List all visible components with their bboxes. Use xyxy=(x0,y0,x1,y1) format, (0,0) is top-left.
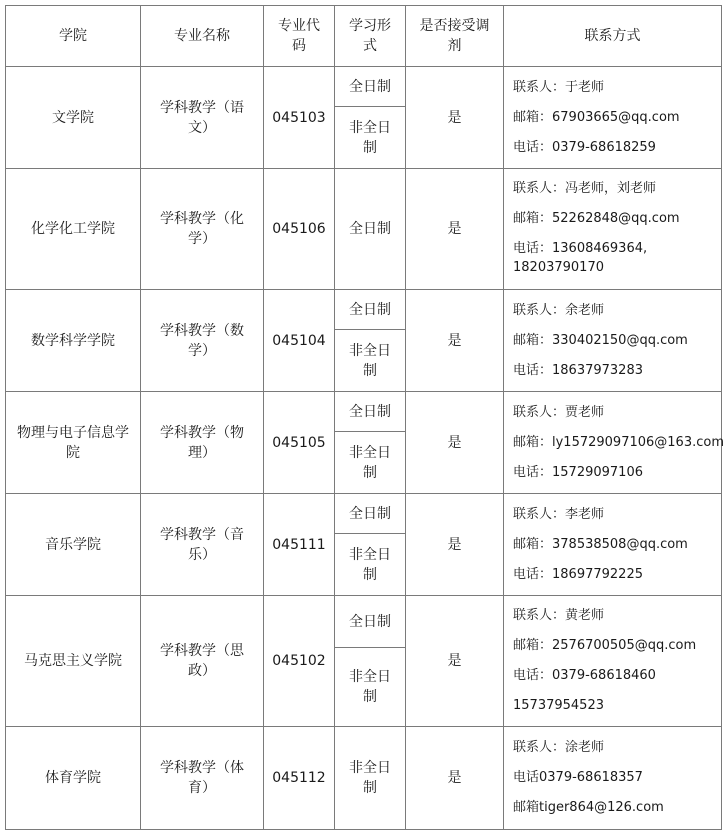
study-mode: 非全日制 xyxy=(349,760,391,796)
study-mode: 全日制 xyxy=(349,221,391,237)
study-mode: 全日制 xyxy=(349,301,391,318)
major-name: 学科教学（数学） xyxy=(160,322,244,359)
contact-cell xyxy=(504,494,722,596)
table-row xyxy=(6,727,722,830)
contact-person: 联系人：冯老师，刘老师 xyxy=(513,181,657,196)
college-cell: 数学科学学院 xyxy=(6,290,141,392)
header-contact: 联系方式 xyxy=(504,6,722,67)
table-row xyxy=(6,290,722,330)
table-row xyxy=(6,392,722,432)
mode-cell xyxy=(335,494,406,534)
header-major: 专业名称 xyxy=(141,6,264,67)
contact-line: 15737954523 xyxy=(513,698,604,713)
mode-cell xyxy=(335,67,406,107)
header-adjust-label: 是否接受调剂 xyxy=(419,18,490,54)
contact-line: 邮箱tiger864@126.com xyxy=(513,800,664,815)
code-cell: 045103 xyxy=(264,67,335,169)
adjust-cell: 是 xyxy=(406,169,504,290)
code-cell: 045105 xyxy=(264,392,335,494)
contact-person: 联系人：贾老师 xyxy=(513,404,605,420)
college-cell: 马克思主义学院 xyxy=(6,596,141,727)
contact-cell xyxy=(504,169,722,290)
contact-person: 联系人：涂老师 xyxy=(513,740,605,755)
major-cell xyxy=(141,727,264,830)
contact-line: 电话：13608469364, xyxy=(513,241,648,256)
adjust-cell: 是 xyxy=(406,392,504,494)
contact-line: 邮箱：52262848@qq.com xyxy=(513,211,680,226)
major-name: 学科教学（体育） xyxy=(160,760,244,796)
code-cell: 045106 xyxy=(264,169,335,290)
header-college: 学院 xyxy=(6,6,141,67)
mode-cell xyxy=(335,330,406,392)
contact-line: 18203790170 xyxy=(513,260,604,275)
mode-cell xyxy=(335,727,406,830)
header-adjust xyxy=(406,6,504,67)
major-cell xyxy=(141,67,264,169)
contact-line: 电话：18697792225 xyxy=(513,566,643,582)
code-cell: 045104 xyxy=(264,290,335,392)
mode-cell xyxy=(335,596,406,648)
contact-person: 联系人：黄老师 xyxy=(513,608,605,623)
header-code-label: 专业代码 xyxy=(278,18,320,54)
major-cell xyxy=(141,290,264,392)
contact-line: 电话：15729097106 xyxy=(513,464,643,480)
table-row xyxy=(6,169,722,290)
header-row xyxy=(6,6,722,67)
major-cell xyxy=(141,392,264,494)
mode-cell xyxy=(335,169,406,290)
college-cell: 文学院 xyxy=(6,67,141,169)
table-row xyxy=(6,67,722,107)
contact-cell xyxy=(504,596,722,727)
contact-cell xyxy=(504,67,722,169)
table-row xyxy=(6,494,722,534)
study-mode: 全日制 xyxy=(349,403,391,420)
major-cell xyxy=(141,169,264,290)
college-cell: 物理与电子信息学院 xyxy=(6,392,141,494)
contact-line: 邮箱：ly15729097106@163.com xyxy=(513,434,724,450)
contact-line: 电话：0379-68618259 xyxy=(513,139,656,155)
contact-line: 邮箱：378538508@qq.com xyxy=(513,536,688,552)
study-mode: 全日制 xyxy=(349,505,391,522)
mode-cell xyxy=(335,432,406,494)
contact-person: 联系人：余老师 xyxy=(513,302,605,318)
adjust-cell: 是 xyxy=(406,290,504,392)
contact-line: 邮箱：67903665@qq.com xyxy=(513,109,680,125)
major-cell xyxy=(141,596,264,727)
adjust-cell: 是 xyxy=(406,494,504,596)
major-name: 学科教学（语文） xyxy=(160,99,244,136)
code-cell: 045102 xyxy=(264,596,335,727)
study-mode: 非全日制 xyxy=(349,444,391,481)
study-mode: 全日制 xyxy=(349,78,391,95)
mode-cell xyxy=(335,290,406,330)
contact-cell xyxy=(504,290,722,392)
college-cell: 化学化工学院 xyxy=(6,169,141,290)
major-name: 学科教学（化学） xyxy=(160,211,244,247)
major-cell xyxy=(141,494,264,596)
contact-line: 邮箱：330402150@qq.com xyxy=(513,332,688,348)
adjust-cell: 是 xyxy=(406,596,504,727)
adjust-cell: 是 xyxy=(406,727,504,830)
adjust-cell: 是 xyxy=(406,67,504,169)
contact-person: 联系人：于老师 xyxy=(513,79,605,95)
header-mode-label: 学习形式 xyxy=(349,18,391,54)
major-name: 学科教学（思政） xyxy=(160,643,244,679)
study-mode: 非全日制 xyxy=(349,342,391,379)
study-mode: 非全日制 xyxy=(349,546,391,583)
mode-cell xyxy=(335,107,406,169)
contact-cell xyxy=(504,727,722,830)
mode-cell xyxy=(335,534,406,596)
contact-line: 邮箱：2576700505@qq.com xyxy=(513,638,697,653)
code-cell: 045111 xyxy=(264,494,335,596)
study-mode: 非全日制 xyxy=(349,669,391,705)
code-cell: 045112 xyxy=(264,727,335,830)
table-row xyxy=(6,596,722,648)
contact-person: 联系人：李老师 xyxy=(513,506,605,522)
contact-line: 电话：0379-68618460 xyxy=(513,668,656,683)
college-cell: 体育学院 xyxy=(6,727,141,830)
mode-cell xyxy=(335,392,406,432)
contact-line: 电话：18637973283 xyxy=(513,362,643,378)
admissions-table xyxy=(5,5,722,830)
contact-cell xyxy=(504,392,722,494)
college-cell: 音乐学院 xyxy=(6,494,141,596)
major-name: 学科教学（音乐） xyxy=(160,526,244,563)
header-code xyxy=(264,6,335,67)
major-name: 学科教学（物理） xyxy=(160,424,244,461)
study-mode: 非全日制 xyxy=(349,119,391,156)
contact-line: 电话0379-68618357 xyxy=(513,770,643,785)
mode-cell xyxy=(335,648,406,727)
header-mode xyxy=(335,6,406,67)
study-mode: 全日制 xyxy=(349,613,391,630)
